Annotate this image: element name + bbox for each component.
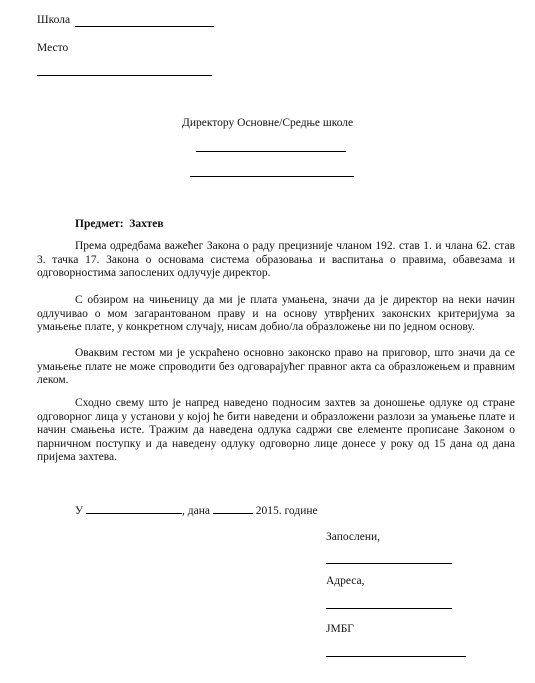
employee-label: Запослени, [326, 531, 381, 543]
place-label: Место [37, 42, 69, 54]
body-paragraph-1: Према одредбама важећег Закона о раду прецизније чланом 192. став 1. и члана 62. став 3. тачка 17. Закона о основама система образовања и васпитања о правима, обавезама и одговорностима запослених одлучује директор. [37, 240, 515, 279]
school-label: Школа [37, 14, 71, 26]
date-blank [213, 502, 253, 514]
subject-label: Предмет: [75, 218, 124, 230]
place-blank [86, 502, 182, 514]
addressee-field-line-2 [190, 176, 354, 177]
addressee-line: Директору Основне/Средње школе [182, 117, 354, 129]
place-prefix: У [75, 505, 84, 517]
address-label: Адреса, [326, 575, 365, 587]
body-paragraph-2: С обзиром на чињеницу да ми је плата умањена, значи да је директор на неки начин одлучивао о мом загарантованом праву и на основу утврђених законских критеријума за умањење плате, у конкретном случају, нисам добио/ла образложење ни по једном основу. [37, 294, 515, 333]
addressee-field-line-1 [196, 151, 346, 152]
jmbg-label: ЈМБГ [326, 623, 354, 635]
subject-heading [75, 217, 164, 231]
subject-title: Захтев [129, 218, 164, 230]
body-paragraph-4: Сходно свему што је напред наведено подносим захтев за доношење одлуке од стране одговорног лица у установи у којој ће бити наведени и образложени разлози за умањење плате и начин смањења исте. Тражим да наведена одлука садржи све елементе прописане Законом о парничном поступку и да наведену одлуку одговорно лице донесе у року од 15 дана од дана пријема захтева. [37, 397, 515, 463]
employee-signature-line [326, 563, 452, 564]
jmbg-line [326, 656, 466, 657]
school-field-line [75, 26, 214, 27]
date-prefix: , дана [182, 505, 210, 517]
body-paragraph-3: Оваквим гестом ми је ускраћено основно законско право на приговор, што значи да се умањење плате не може спроводити без одговарајућег правног акта са образложењем и правним леком. [37, 347, 515, 386]
place-field-line [37, 75, 212, 76]
year-suffix: 2015. године [255, 505, 318, 517]
address-line [326, 608, 452, 609]
place-date-line [75, 502, 318, 518]
